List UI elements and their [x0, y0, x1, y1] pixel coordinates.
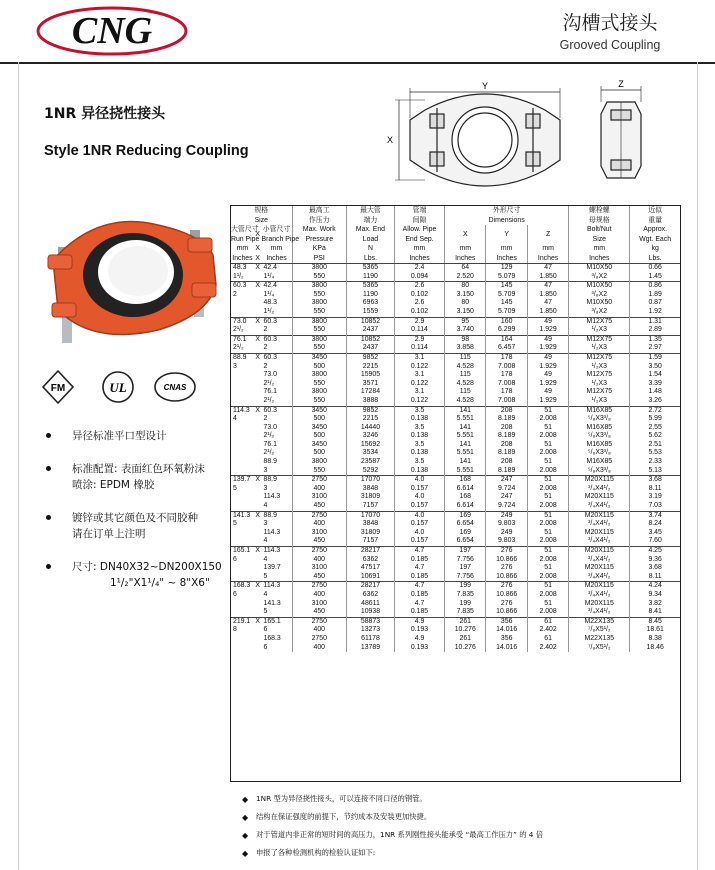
- table-row: 141.3 X 88.9 2750 17070 4.0 169 249 51 M20X115 3.74: [231, 511, 680, 520]
- bullet-icon: [46, 564, 51, 569]
- bullet-icon: [46, 466, 51, 471]
- certification-marks: [40, 366, 200, 408]
- col-size: 规格 Size: [254, 207, 269, 224]
- table-row: 8 6 400 13273 0.193 10.276 14.016 2.402 ⁷/₈X5¹/₂ 18.61: [231, 626, 680, 635]
- table-row: 2 1¹/₄ 550 1190 0.102 3.150 5.709 1.850 ³/₈X2 1.89: [231, 291, 680, 300]
- table-body: [231, 264, 680, 653]
- table-row: 2¹/₂ 500 3246 0.138 5.551 8.189 2.008 ⁵/₈X3³/₈ 5.62: [231, 432, 680, 441]
- col-branch: 小管尺寸 Branch Pipe: [261, 226, 300, 243]
- table-row: 73.0 3800 15905 3.1 115 178 49 M12X75 1.54: [231, 371, 680, 380]
- table-row: 88.9 3800 23587 3.5 141 208 51 M16X85 2.33: [231, 458, 680, 467]
- table-row: 168.3 2750 61178 4.9 261 356 61 M22X135 8.38: [231, 635, 680, 644]
- feature-item: 异径标准平口型设计: [44, 428, 224, 444]
- table-row: 2¹/₂ 550 3888 0.122 4.528 7.008 1.929 ¹/₂X3 3.26: [231, 397, 680, 406]
- dim-z-label: Z: [618, 79, 624, 89]
- diamond-bullet-icon: ◆: [242, 831, 249, 840]
- header-divider: [0, 62, 715, 64]
- table-row: 4 2 500 2215 0.138 5.551 8.189 2.008 ⁵/₈X3³/₈ 5.99: [231, 415, 680, 424]
- svg-text:CNAS: CNAS: [163, 383, 187, 392]
- col-weight: 近似 重量 Approx. Wgt. Each: [630, 206, 680, 244]
- feature-item: 标准配置: 表面红色环氧粉沫 喷涂: EPDM 橡胶: [44, 461, 224, 493]
- table-row: 1¹/₂ 1¹/₄ 550 1190 0.094 2.520 5.079 1.850 ³/₈X2 1.45: [231, 273, 680, 282]
- dim-x-label: X: [386, 135, 394, 145]
- table-row: 114.3 X 60.3 3450 9852 3.5 141 208 51 M16X85 2.72: [231, 406, 680, 415]
- col-run: 大管尺寸 Run Pipe: [231, 226, 260, 243]
- bullet-icon: [46, 515, 51, 520]
- bullet-icon: [46, 433, 51, 438]
- col-pressure: 最高工 作压力 Max. Work Pressure: [292, 206, 346, 244]
- table-row: 114.3 3100 31809 4.0 168 247 51 M20X115 3.19: [231, 493, 680, 502]
- coupling-photo: [38, 205, 228, 355]
- table-row: 48.3 X 42.4 3800 5365 2.4 64 129 47 M10X50 0.66: [231, 264, 680, 273]
- spec-table: [230, 205, 681, 782]
- cng-logo: [36, 6, 188, 56]
- unit-row: mm Inches X X mm Inches KPa PSI N Lbs. mm Inches mm Inches mm Inches mm Inches mm Inches kg Lbs.: [231, 244, 680, 264]
- table-row: 48.3 3800 6963 2.6 80 145 47 M10X50 0.87: [231, 299, 680, 308]
- table-row: 2¹/₂ 550 3571 0.122 4.528 7.008 1.929 ¹/₂X3 3.39: [231, 380, 680, 389]
- table-row: 168.3 X 114.3 2750 28217 4.7 199 276 51 M20X115 4.24: [231, 582, 680, 591]
- table-row: 139.7 X 88.9 2750 17070 4.0 168 247 51 M20X115 3.68: [231, 476, 680, 485]
- table-row: 6 4 400 6362 0.185 7.756 10.866 2.008 ³/₄X4¹/₂ 9.36: [231, 556, 680, 565]
- ul-listed-icon: [103, 372, 133, 402]
- table-row: 73.0 3450 14440 3.5 141 208 51 M16X85 2.55: [231, 424, 680, 433]
- svg-text:CNG: CNG: [71, 10, 153, 52]
- table-row: 2¹/₂ 500 3534 0.138 5.551 8.189 2.008 ⁵/₈X3³/₈ 5.53: [231, 449, 680, 458]
- footnote-item: ◆ 1NR 型为异径挠性接头，可以连接不同口径的钢管。: [242, 794, 427, 804]
- feature-item: 尺寸: DN40X32~DN200X150 1¹/₂"X1¹/₄" ~ 8"X6": [44, 559, 224, 591]
- product-title-cn: 1NR 异径挠性接头: [44, 106, 166, 122]
- table-row: 2¹/₂ 2 550 2437 0.114 3.858 6.457 1.929 ¹/₂X3 2.97: [231, 344, 680, 353]
- table-row: 139.7 3100 47517 4.7 197 276 51 M20X115 3.68: [231, 564, 680, 573]
- table-row: 1¹/₂ 550 1559 0.102 3.150 5.709 1.850 ³/₈X2 1.92: [231, 308, 680, 317]
- table-row: 4 450 7157 0.157 6.654 9.803 2.008 ³/₄X4¹/₂ 7.60: [231, 537, 680, 546]
- table-row: 88.9 X 60.3 3450 9852 3.1 115 178 49 M12X75 1.59: [231, 353, 680, 362]
- feature-item: 镀锌或其它颜色及不同胶种 请在订单上注明: [44, 510, 224, 542]
- table-row: 5 3 400 3848 0.157 6.654 9.803 2.008 ³/₄X4¹/₂ 8.24: [231, 520, 680, 529]
- table-row: 76.1 X 60.3 3800 10852 2.9 98 164 49 M12X75 1.35: [231, 335, 680, 344]
- cnas-icon: [155, 373, 195, 401]
- table-header: 规格 Size 最高工 作压力 Max. Work Pressure 最大管 端力 Max. End Load 管端 间隙 Allow. Pipe End Sep. 外形尺寸 Dimensions 螺栓螺 母规格 Bolt/Nut Size 近似 重量 Approx. Wgt. Each 大管尺寸 Run Pipe X 小管尺寸 Branch Pipe X Y Z mm Inches X X mm Inches KPa PSI N Lbs. mm Inches mm Inches mm Inches mm Inches mm Inches kg Lbs.: [231, 206, 680, 264]
- table-row: 76.1 3450 15692 3.5 141 208 51 M16X85 2.51: [231, 441, 680, 450]
- svg-text:UL: UL: [109, 380, 127, 395]
- footnote-item: ◆ 结构在保证强度的前提下，节约成本及安装更加快捷。: [242, 812, 432, 822]
- table-row: 60.3 X 42.4 3800 5365 2.6 80 145 47 M10X50 0.86: [231, 282, 680, 291]
- table-row: 5 3 400 3848 0.157 6.614 9.724 2.008 ³/₄X4¹/₂ 8.11: [231, 485, 680, 494]
- table-row: 3 2 500 2215 0.122 4.528 7.008 1.929 ¹/₂X3 3.50: [231, 363, 680, 372]
- diamond-bullet-icon: ◆: [242, 795, 249, 804]
- table-row: 6 400 13789 0.193 10.276 14.016 2.402 ⁷/₈X5¹/₂ 18.46: [231, 644, 680, 653]
- header-title-en: Grooved Coupling: [559, 38, 661, 52]
- table-row: 141.3 3100 48611 4.7 199 276 51 M20X115 3.82: [231, 600, 680, 609]
- table-row: 6 4 400 6362 0.185 7.835 10.866 2.008 ³/₄X4¹/₂ 9.34: [231, 591, 680, 600]
- col-end-load: 最大管 端力 Max. End Load: [347, 206, 395, 244]
- col-dimensions: 外形尺寸 Dimensions: [445, 206, 569, 225]
- table-row: 73.0 X 60.3 3800 10852 2.9 95 160 49 M12X75 1.31: [231, 317, 680, 326]
- table-row: 2¹/₂ 2 550 2437 0.114 3.740 6.299 1.929 ¹/₂X3 2.89: [231, 326, 680, 335]
- right-margin-line: [697, 62, 698, 870]
- table-row: 3 550 5292 0.138 5.551 8.189 2.008 ⁵/₈X3³/₈ 5.13: [231, 467, 680, 476]
- table-row: 76.1 3800 17284 3.1 115 178 49 M12X75 1.48: [231, 388, 680, 397]
- col-bolt: 螺栓螺 母规格 Bolt/Nut Size: [569, 206, 630, 244]
- svg-text:FM: FM: [50, 383, 66, 394]
- table-row: 165.1 X 114.3 2750 28217 4.7 197 276 51 M20X115 4.25: [231, 547, 680, 556]
- header-title-cn: 沟槽式接头: [562, 12, 658, 34]
- col-end-sep: 管端 间隙 Allow. Pipe End Sep.: [394, 206, 444, 244]
- table-row: 5 450 10691 0.185 7.756 10.866 2.008 ³/₄X4¹/₂ 8.11: [231, 573, 680, 582]
- dim-y-label: Y: [481, 81, 489, 91]
- table-row: 5 450 10938 0.185 7.835 10.866 2.008 ³/₄X4¹/₂ 8.41: [231, 608, 680, 617]
- table-row: 114.3 3100 31809 4.0 169 249 51 M20X115 3.45: [231, 529, 680, 538]
- table-row: 219.1 X 165.1 2750 58873 4.9 261 356 61 M22X135 8.45: [231, 617, 680, 626]
- product-title-en: Style 1NR Reducing Coupling: [44, 143, 249, 159]
- fm-approval-icon: [43, 371, 73, 403]
- footnote-item: ◆ 对于管道内非正常的短时间的高压力，1NR 系列刚性接头能承受 “最高工作压力” 的 4 倍: [242, 830, 544, 840]
- feature-list: [44, 428, 224, 608]
- footnotes: [240, 794, 690, 866]
- diamond-bullet-icon: ◆: [242, 813, 249, 822]
- coupling-dimension-drawing: [385, 80, 665, 205]
- footnote-item: ◆ 申报了各种检测机构的检验认证如下:: [242, 848, 376, 858]
- diamond-bullet-icon: ◆: [242, 849, 249, 858]
- table-row: 4 450 7157 0.157 6.614 9.724 2.008 ³/₄X4¹/₂ 7.03: [231, 502, 680, 511]
- left-margin-line: [18, 62, 19, 870]
